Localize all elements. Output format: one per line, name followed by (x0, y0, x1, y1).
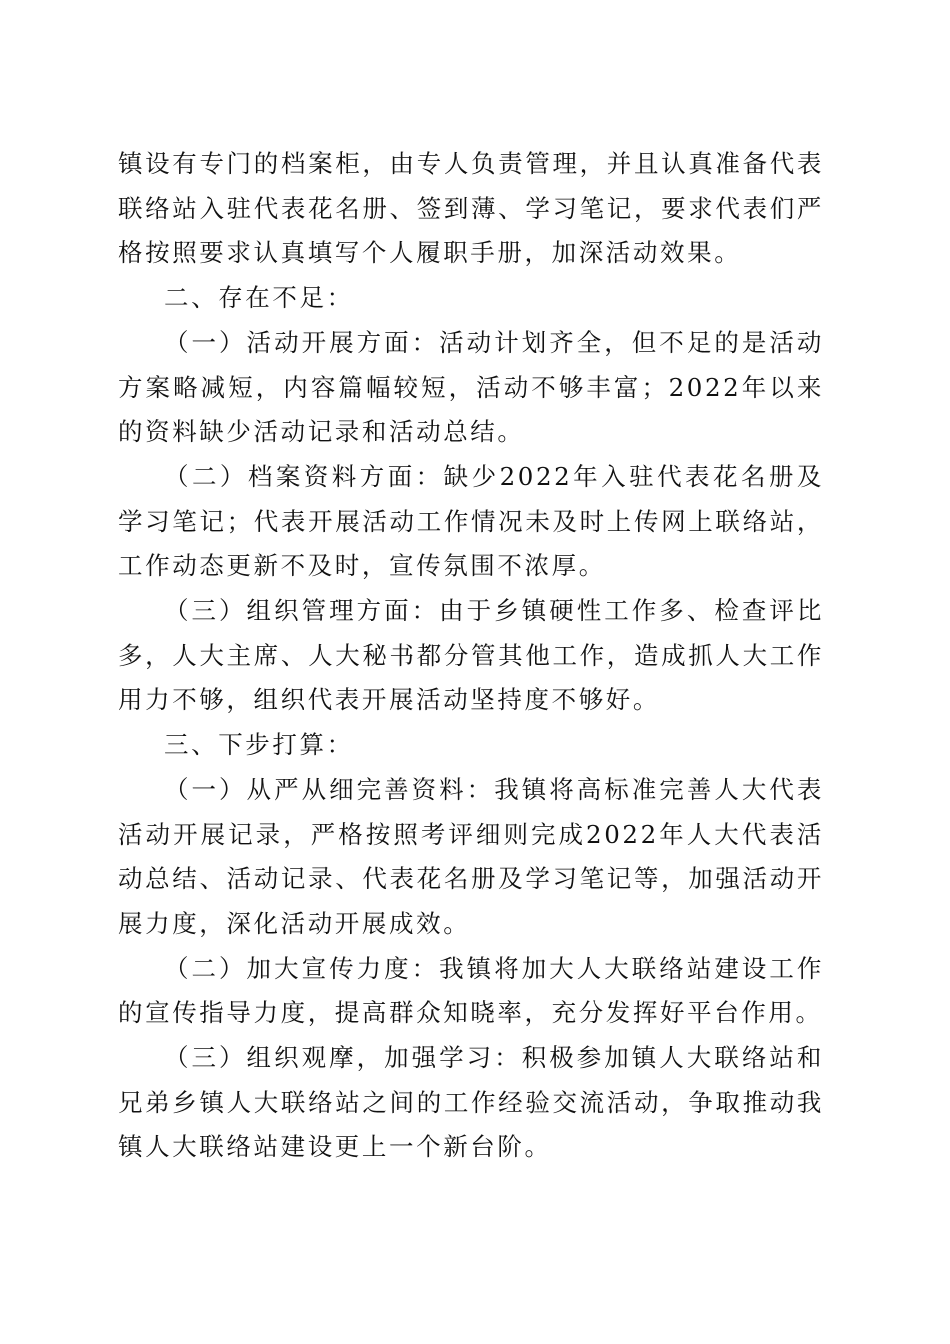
paragraph-archive-shortcomings: （二）档案资料方面：缺少2022年入驻代表花名册及学习笔记；代表开展活动工作情况未及时上传网上联络站，工作动态更新不及时，宣传氛围不浓厚。 (118, 461, 824, 581)
section-heading-next-steps: 三、下步打算： (164, 730, 354, 760)
paragraph-improve-records: （一）从严从细完善资料：我镇将高标准完善人大代表活动开展记录，严格按照考评细则完成2022年人大代表活动总结、活动记录、代表花名册及学习笔记等，加强活动开展力度，深化活动开展成效。 (118, 774, 824, 938)
section-heading-shortcomings: 二、存在不足： (164, 283, 354, 313)
paragraph-learning-exchange: （三）组织观摩，加强学习：积极参加镇人大联络站和兄弟乡镇人大联络站之间的工作经验交流活动，争取推动我镇人大联络站建设更上一个新台阶。 (118, 1043, 824, 1162)
paragraph-archive-management: 镇设有专门的档案柜，由专人负责管理，并且认真准备代表联络站入驻代表花名册、签到薄、学习笔记，要求代表们严格按照要求认真填写个人履职手册，加深活动效果。 (118, 149, 824, 268)
document-page (118, 142, 824, 1170)
paragraph-organization-shortcomings: （三）组织管理方面：由于乡镇硬性工作多、检查评比多，人大主席、人大秘书都分管其他工作，造成抓人大工作用力不够，组织代表开展活动坚持度不够好。 (118, 596, 824, 715)
paragraph-activity-shortcomings: （一）活动开展方面：活动计划齐全，但不足的是活动方案略减短，内容篇幅较短，活动不够丰富；2022年以来的资料缺少活动记录和活动总结。 (118, 327, 824, 447)
paragraph-publicity: （二）加大宣传力度：我镇将加大人大联络站建设工作的宣传指导力度，提高群众知晓率，充分发挥好平台作用。 (118, 953, 824, 1028)
